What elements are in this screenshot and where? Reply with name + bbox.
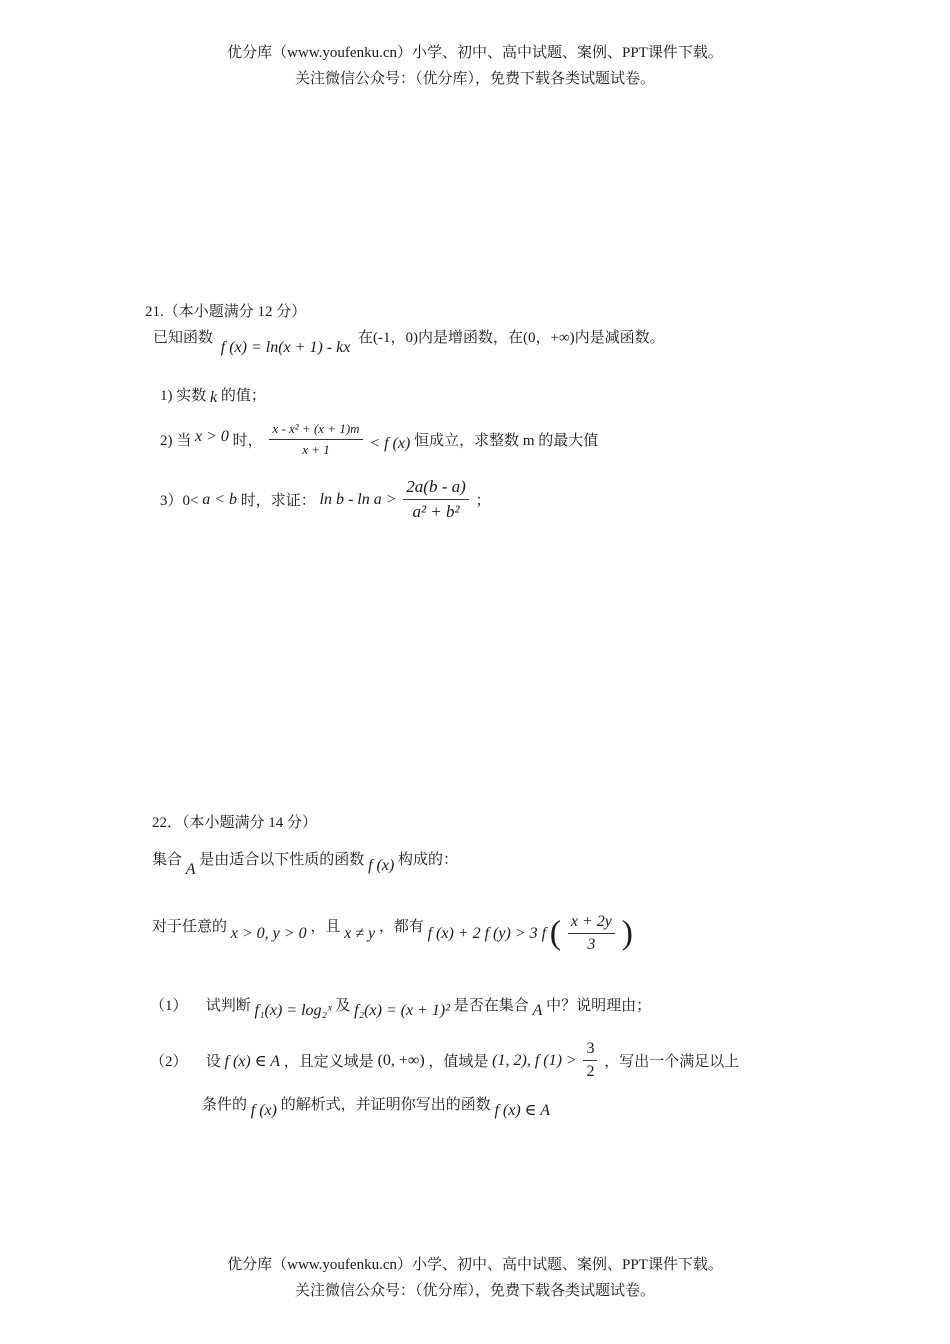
q22-condition — [152, 913, 633, 954]
q22-cond-denominator: 3 — [587, 936, 596, 953]
q22-s2-denominator: 2 — [586, 1063, 595, 1080]
q21-p2-when: 时， — [232, 433, 263, 449]
q22-s2-numerator: 3 — [583, 1040, 597, 1061]
q22-s2-text3: ，值域是 — [428, 1054, 489, 1070]
q22-s2-domain: (0, +∞) — [377, 1051, 425, 1069]
q22-s2-line2-b: 的解析式，并证明你写出的函数 — [280, 1097, 491, 1113]
q21-p3-numerator: 2a(b - a) — [403, 477, 468, 500]
q21-p3-denominator: a² + b² — [412, 502, 460, 521]
q22-s2-range: (1, 2), f (1) > — [492, 1051, 577, 1069]
right-paren-glyph: ) — [621, 914, 633, 952]
q21-p1-label: 1) 实数 — [160, 388, 207, 404]
q21-p3-cond: a < b — [202, 490, 238, 508]
q21-intro — [153, 326, 665, 356]
q21-intro-prefix: 已知函数 — [153, 330, 214, 346]
q21-part-1 — [160, 384, 266, 405]
q22-intro-prefix: 集合 — [152, 852, 183, 868]
q22-s1-text1: 试判断 — [205, 998, 251, 1014]
q22-intro-mid: 是由适合以下性质的函数 — [199, 852, 365, 868]
q22-s1-f1: f₁(x) = log₂ˣ — [254, 1001, 332, 1019]
q22-s1-label: （1） — [150, 998, 188, 1014]
q22-sub-2-line-2 — [202, 1093, 551, 1119]
q22-s2-in: f (x) ∈ A — [224, 1052, 281, 1070]
footer-line-2: 关注微信公众号：（优分库），免费下载各类试题试卷。 — [294, 1283, 655, 1299]
q22-s2-text4: ，写出一个满足以上 — [604, 1054, 740, 1070]
q21-title: 21.（本小题满分 12 分） — [145, 304, 307, 320]
q22-cond-have: ，都有 — [378, 919, 424, 935]
q21-p3-suffix: ； — [475, 493, 491, 509]
q22-s2-fraction — [583, 1040, 597, 1081]
q22-intro-set: A — [185, 861, 196, 878]
q22-cond-fraction — [568, 913, 615, 954]
q22-s2-line2-f: f (x) — [250, 1102, 277, 1119]
q22-intro — [152, 848, 459, 878]
q21-intro-suffix: 在(-1，0)内是增函数，在(0，+∞)内是减函数。 — [358, 330, 665, 346]
left-paren-glyph: ( — [549, 914, 562, 952]
q22-cond-prefix: 对于任意的 — [152, 919, 228, 935]
q21-part-2 — [160, 421, 598, 458]
q21-part-3 — [160, 477, 491, 522]
q22-s2-label: （2） — [150, 1054, 188, 1070]
q22-sub-2 — [150, 1040, 739, 1081]
q22-s2-line2-a: 条件的 — [202, 1097, 248, 1113]
q21-p1-var: k — [210, 389, 218, 406]
q22-s1-text3: 中？说明理由； — [546, 998, 652, 1014]
q22-sub-1 — [150, 994, 652, 1019]
q21-p2-suffix: 恒成立，求整数 m 的最大值 — [414, 433, 599, 449]
q21-intro-formula: f (x) = ln(x + 1) - kx — [220, 339, 351, 356]
q21-p3-when: 时，求证： — [240, 493, 316, 509]
q21-p2-denominator: x + 1 — [302, 442, 330, 457]
q21-p2-numerator: x - x² + (x + 1)m — [269, 421, 362, 440]
q22-s2-line2-end: f (x) ∈ A — [494, 1102, 551, 1119]
q22-cond-neq: x ≠ y — [344, 924, 376, 942]
q22-cond-vars: x > 0, y > 0 — [230, 924, 307, 942]
q22-s1-text2: 是否在集合 — [453, 998, 529, 1014]
q22-s1-f2: f₂(x) = (x + 1)² — [354, 1001, 451, 1019]
q21-p3-fraction — [403, 477, 468, 522]
q22-title: 22．（本小题满分 14 分） — [152, 815, 318, 831]
q22-cond-and: ，且 — [310, 919, 341, 935]
q21-p2-cond: x > 0 — [195, 427, 229, 445]
q21-p2-fraction — [269, 421, 362, 458]
q21-p2-label: 2) 当 — [160, 433, 192, 449]
q22-cond-numerator: x + 2y — [568, 913, 615, 934]
q21-p3-label: 3）0< — [160, 493, 199, 509]
q22-intro-func: f (x) — [368, 857, 395, 874]
header-line-2: 关注微信公众号：（优分库），免费下载各类试题试卷。 — [294, 71, 655, 87]
q21-p2-rhs: < f (x) — [369, 434, 411, 452]
q22-s1-and: 及 — [335, 998, 351, 1014]
q21-p1-suffix: 的值； — [220, 388, 266, 404]
q22-cond-ineq: f (x) + 2 f (y) > 3 f — [427, 924, 547, 942]
q22-s2-text1: 设 — [205, 1054, 221, 1070]
q22-intro-suffix: 构成的： — [398, 852, 459, 868]
header-line-1: 优分库（www.youfenku.cn）小学、初中、高中试题、案例、PPT课件下载。 — [227, 45, 723, 61]
q22-s1-set: A — [532, 1001, 543, 1019]
q21-p3-lhs: ln b - ln a > — [319, 490, 397, 508]
q22-s2-text2: ，且定义域是 — [283, 1054, 374, 1070]
footer-line-1: 优分库（www.youfenku.cn）小学、初中、高中试题、案例、PPT课件下载。 — [227, 1257, 723, 1273]
